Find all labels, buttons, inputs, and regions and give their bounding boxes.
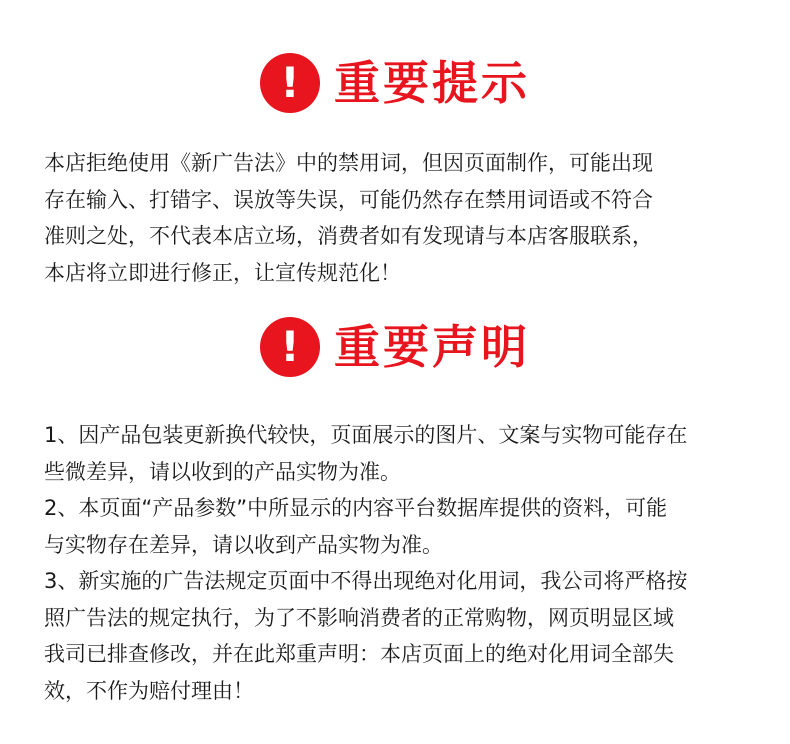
- statement-line: 照广告法的规定执行，为了不影响消费者的正常购物，网页明显区域: [44, 605, 674, 630]
- notice-line: 本店将立即进行修正，让宣传规范化！: [44, 260, 401, 285]
- notice-line: 本店拒绝使用《新广告法》中的禁用词，但因页面制作，可能出现: [44, 151, 653, 175]
- exclamation-circle-icon: !: [260, 53, 320, 113]
- statement-line: 些微差异，请以收到的产品实物为准。: [44, 459, 401, 484]
- statement-line: 3、新实施的广告法规定页面中不得出现绝对化用词，我公司将严格按: [44, 569, 688, 593]
- statement-line: 与实物存在差异，请以收到产品实物为准。: [44, 532, 443, 557]
- notice-line: 准则之处，不代表本店立场，消费者如有发现请与本店客服联系，: [44, 224, 653, 248]
- notice-body: [44, 145, 754, 291]
- statement-line: 我司已排查修改，并在此郑重声明：本店页面上的绝对化用词全部失: [44, 642, 674, 666]
- statement-title: 重要声明: [334, 320, 530, 374]
- notice-heading: [0, 52, 790, 114]
- statement-body: [44, 417, 754, 709]
- statement-line: 2、本页面“产品参数”中所显示的内容平台数据库提供的资料，可能: [44, 496, 668, 520]
- statement-heading: [0, 316, 790, 378]
- statement-line: 效，不作为赔付理由！: [44, 678, 254, 703]
- statement-line: 1、因产品包装更新换代较快，页面展示的图片、文案与实物可能存在: [44, 423, 688, 447]
- exclamation-circle-icon: !: [260, 317, 320, 377]
- notice-title: 重要提示: [334, 56, 530, 110]
- notice-line: 存在输入、打错字、误放等失误，可能仍然存在禁用词语或不符合: [44, 187, 653, 212]
